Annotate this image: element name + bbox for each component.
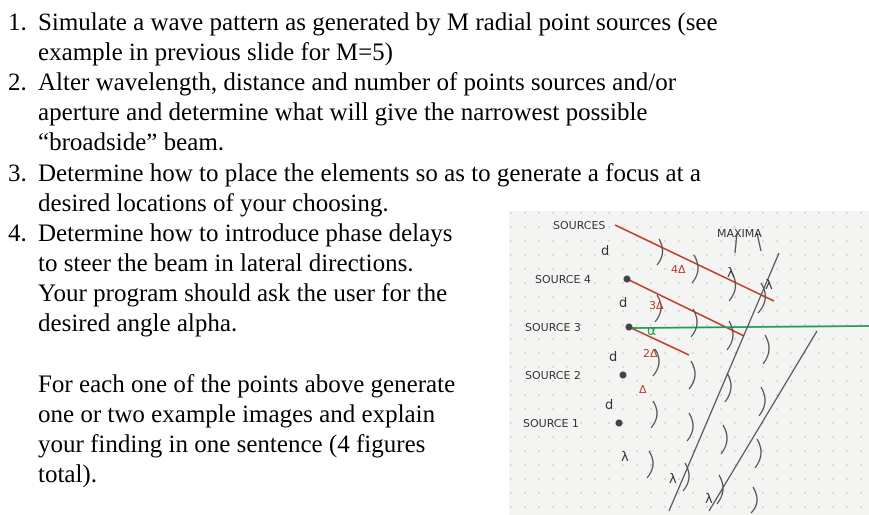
source-dot: [624, 276, 631, 283]
label-delay-4: 4Δ: [671, 263, 686, 276]
paragraph-line: your finding in one sentence (4 figures: [38, 431, 426, 458]
item-line: Determine how to place the elements so as to generate a focus at a: [38, 160, 701, 187]
label-wavelength: λ: [669, 472, 677, 487]
item-line: “broadside” beam.: [38, 129, 225, 156]
item-line: Alter wavelength, distance and number of points sources and/or: [38, 69, 677, 96]
item-line: Simulate a wave pattern as generated by M radial point sources (see: [38, 9, 718, 36]
item-line: aperture and determine what will give the narrowest possible: [38, 99, 648, 126]
paragraph-line: one or two example images and explain: [38, 401, 436, 428]
label-source-3: SOURCE 3: [525, 321, 581, 334]
item-line: Determine how to introduce phase delays: [38, 220, 453, 247]
label-source-4: SOURCE 4: [535, 273, 591, 286]
phased-array-sketch: [509, 211, 869, 515]
source-dot: [626, 324, 633, 331]
label-source-2: SOURCE 2: [525, 369, 581, 382]
label-wavelength: λ: [621, 450, 629, 465]
label-wavelength: λ: [727, 266, 735, 281]
label-delay-3: 3Δ: [649, 299, 664, 312]
label-wavelength: λ: [705, 492, 713, 507]
label-delay-2: 2Δ: [643, 347, 658, 360]
label-delay-1: Δ: [639, 383, 647, 396]
label-source-1: SOURCE 1: [523, 417, 579, 430]
paragraph-line: For each one of the points above generate: [38, 371, 456, 398]
label-wavelength: λ: [765, 278, 773, 293]
sketch-svg: [509, 211, 869, 515]
item-line: desired locations of your choosing.: [38, 190, 389, 217]
item-line: example in previous slide for M=5): [38, 39, 393, 66]
item-line: to steer the beam in lateral directions.: [38, 250, 414, 277]
item-number: 4.: [8, 220, 27, 247]
item-number: 2.: [8, 69, 27, 96]
label-maxima: MAXIMA: [717, 227, 762, 240]
source-dot: [620, 372, 627, 379]
item-line: desired angle alpha.: [38, 310, 238, 337]
dot-grid: [509, 211, 869, 515]
label-spacing: d: [619, 296, 628, 311]
label-angle: α: [647, 323, 657, 339]
source-dot: [616, 420, 623, 427]
label-spacing: d: [605, 398, 614, 413]
item-line: Your program should ask the user for the: [38, 280, 448, 307]
label-spacing: d: [609, 350, 618, 365]
paragraph-line: total).: [38, 461, 98, 488]
item-number: 1.: [8, 9, 27, 36]
item-number: 3.: [8, 160, 27, 187]
label-sources: SOURCES: [553, 219, 606, 232]
label-spacing: d: [601, 244, 610, 259]
